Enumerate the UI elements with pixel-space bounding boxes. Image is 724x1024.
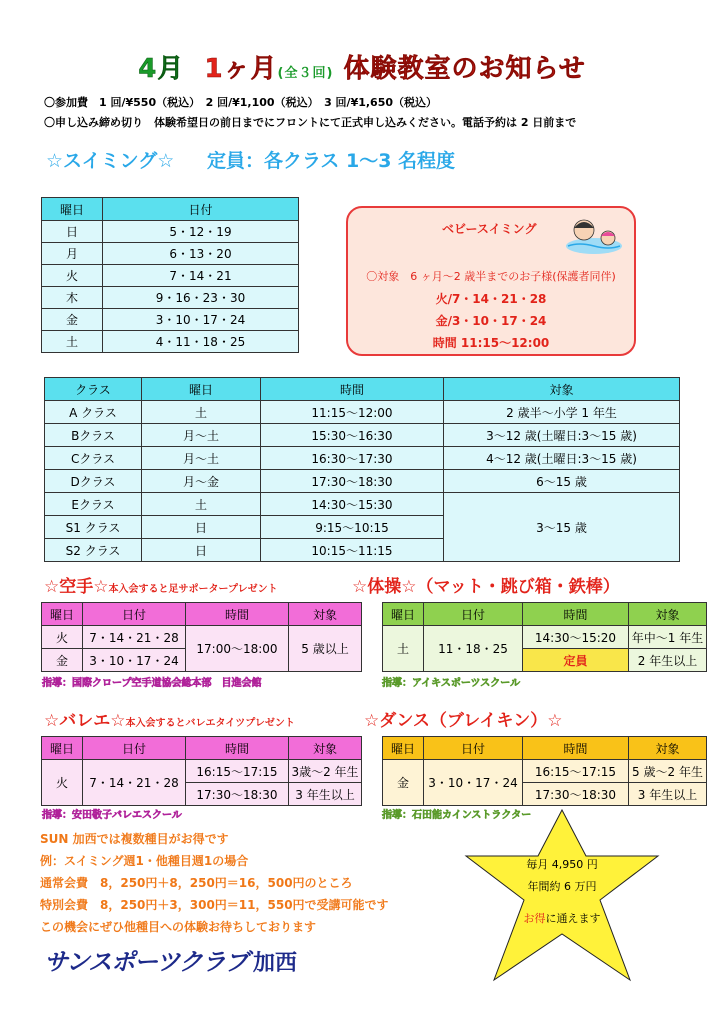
- table-row: [45, 470, 680, 493]
- table-cell: 11・18・25: [424, 626, 523, 672]
- table-cell: Bクラス: [45, 424, 142, 447]
- baby-friday: 金/3・10・17・24: [435, 314, 547, 328]
- table-cell: 日: [142, 516, 261, 539]
- ballet-heading: [44, 706, 295, 731]
- page-title: [0, 48, 724, 85]
- table-cell: 土: [383, 626, 424, 672]
- table-cell: 16:15～17:15: [523, 760, 629, 783]
- table-cell: 3歳～2 年生: [289, 760, 362, 783]
- karate-note: 本入会すると足サポータープレゼント: [108, 584, 278, 595]
- table-row: [42, 626, 362, 649]
- table-header: 曜日: [42, 603, 83, 626]
- table-row: [45, 401, 680, 424]
- table-row: [42, 287, 299, 309]
- table-cell: 木: [42, 287, 103, 309]
- deadline-info: 〇申し込み締め切り 体験希望日の前日までにフロントにて正式申し込みください。電話予約は 2 日前まで: [44, 116, 577, 129]
- table-cell: 16:30～17:30: [261, 447, 444, 470]
- table-row: [42, 243, 299, 265]
- table-row: [383, 760, 707, 783]
- table-cell: Eクラス: [45, 493, 142, 516]
- table-cell: 3～15 歳: [444, 493, 680, 562]
- gym-table: [382, 602, 707, 672]
- table-cell: 14:30～15:20: [523, 626, 629, 649]
- table-cell: 2 歳半～小学 1 年生: [444, 401, 680, 424]
- swim-class-table: [44, 377, 680, 562]
- gym-instructor: 指導：アイキスポーツスクール: [382, 678, 521, 689]
- table-cell: 14:30～15:30: [261, 493, 444, 516]
- table-cell: 火: [42, 265, 103, 287]
- table-header: クラス: [45, 378, 142, 401]
- table-cell: 日: [142, 539, 261, 562]
- promo-line: 特別会費 8，250円＋3，300円＝11，550円で受講可能です: [40, 898, 389, 912]
- table-cell: 金: [42, 649, 83, 672]
- table-cell: 10:15～11:15: [261, 539, 444, 562]
- table-cell: 4・11・18・25: [103, 331, 299, 353]
- ballet-table: [41, 736, 362, 806]
- table-cell: 7・14・21: [103, 265, 299, 287]
- table-row: [45, 493, 680, 516]
- table-cell: 15:30～16:30: [261, 424, 444, 447]
- star-line: 毎月 4,950 円: [526, 858, 598, 871]
- table-header: 日付: [83, 737, 186, 760]
- ballet-title: ☆バレエ☆: [44, 711, 126, 731]
- baby-time: 時間 11:15～12:00: [432, 336, 550, 350]
- table-header: 日付: [424, 603, 523, 626]
- table-cell: S1 クラス: [45, 516, 142, 539]
- table-cell: 金: [383, 760, 424, 806]
- karate-title: ☆空手☆: [44, 577, 109, 597]
- table-header: 対象: [289, 603, 362, 626]
- table-cell: 7・14・21・28: [83, 760, 186, 806]
- table-cell: 金: [42, 309, 103, 331]
- dance-instructor: 指導：石田能カインストラクター: [382, 810, 532, 821]
- baby-target: 〇対象 6 ヶ月～2 歳半までのお子様(保護者同伴): [366, 270, 616, 283]
- karate-instructor: 指導：国際クロープ空手道協会総本部 目進会館: [42, 678, 262, 689]
- dance-title: ☆ダンス（ブレイキン）☆: [364, 711, 563, 731]
- swimming-capacity: 定員：各クラス 1～3 名程度: [206, 150, 456, 172]
- table-cell: 3 年生以上: [289, 783, 362, 806]
- title-month: 4月: [138, 54, 185, 84]
- table-cell: 月: [42, 243, 103, 265]
- star-line: に通えます: [545, 912, 601, 925]
- star-highlight: お得: [523, 912, 546, 925]
- table-header: 対象: [289, 737, 362, 760]
- table-header: 曜日: [42, 737, 83, 760]
- table-cell: 16:15～17:15: [186, 760, 289, 783]
- ballet-note: 本入会するとバレエタイツプレゼント: [125, 718, 295, 729]
- club-logo: [44, 942, 297, 977]
- table-cell: 3・10・17・24: [83, 649, 186, 672]
- table-cell: 5 歳以上: [289, 626, 362, 672]
- table-header: 曜日: [142, 378, 261, 401]
- table-cell: 9・16・23・30: [103, 287, 299, 309]
- ballet-instructor: 指導：安田敬子バレエスクール: [42, 810, 182, 821]
- table-row: [45, 424, 680, 447]
- logo-brand: サンスポーツクラブ: [44, 948, 248, 976]
- title-duration: 1ヶ月: [204, 54, 278, 84]
- table-header: 日付: [424, 737, 523, 760]
- table-header: 対象: [629, 737, 707, 760]
- table-cell: 日: [42, 221, 103, 243]
- table-row: [42, 331, 299, 353]
- baby-tuesday: 火/7・14・21・28: [435, 292, 547, 306]
- table-header: 日付: [83, 603, 186, 626]
- table-cell: Cクラス: [45, 447, 142, 470]
- promo-line: SUN 加西では複数種目がお得です: [40, 832, 229, 846]
- gym-title: ☆体操☆（マット・跳び箱・鉄棒）: [352, 577, 620, 597]
- baby-swimming-box: [346, 206, 636, 356]
- table-cell: 4～12 歳(土曜日:3～15 歳): [444, 447, 680, 470]
- baby-swimming-title: ベビースイミング: [442, 222, 537, 236]
- star-text: [462, 856, 662, 926]
- swimming-title: ☆スイミング☆: [46, 150, 175, 172]
- table-cell: A クラス: [45, 401, 142, 424]
- table-cell: 9:15～10:15: [261, 516, 444, 539]
- table-cell: 土: [42, 331, 103, 353]
- table-cell: Dクラス: [45, 470, 142, 493]
- table-cell: 月～土: [142, 447, 261, 470]
- table-cell: 17:00～18:00: [186, 626, 289, 672]
- table-cell: 土: [142, 493, 261, 516]
- table-cell: 3・10・17・24: [424, 760, 523, 806]
- table-cell: S2 クラス: [45, 539, 142, 562]
- table-header: 対象: [629, 603, 707, 626]
- swim-schedule-table: [41, 197, 299, 353]
- table-header: 時間: [186, 603, 289, 626]
- table-cell: 3 年生以上: [629, 783, 707, 806]
- table-cell: 月～金: [142, 470, 261, 493]
- star-line: 年間約 6 万円: [527, 880, 597, 893]
- table-row: [42, 221, 299, 243]
- table-cell: 2 年生以上: [629, 649, 707, 672]
- table-header: 時間: [261, 378, 444, 401]
- table-cell: 年中～1 年生: [629, 626, 707, 649]
- promo-line: 例：スイミング週1・他種目週1の場合: [40, 854, 249, 868]
- table-cell: 月～土: [142, 424, 261, 447]
- table-cell: 5・12・19: [103, 221, 299, 243]
- table-cell: 6～15 歳: [444, 470, 680, 493]
- logo-branch: 加西: [252, 951, 297, 976]
- promo-line: この機会にぜひ他種目への体験お待ちしております: [40, 920, 317, 934]
- table-cell: 17:30～18:30: [261, 470, 444, 493]
- table-header: 対象: [444, 378, 680, 401]
- table-cell: 火: [42, 760, 83, 806]
- title-count: (全３回): [277, 66, 334, 81]
- table-header: 時間: [186, 737, 289, 760]
- table-cell: 火: [42, 626, 83, 649]
- promo-line: 通常会費 8，250円＋8，250円＝16，500円のところ: [40, 876, 353, 890]
- swimming-heading: [46, 146, 455, 173]
- capacity-badge: 定員: [523, 649, 629, 672]
- table-cell: 3・10・17・24: [103, 309, 299, 331]
- karate-table: [41, 602, 362, 672]
- table-row: [42, 265, 299, 287]
- table-header: 日付: [103, 198, 299, 221]
- table-row: [383, 626, 707, 649]
- table-row: [42, 760, 362, 783]
- table-header: 時間: [523, 603, 629, 626]
- baby-swimmer-icon: [564, 212, 624, 256]
- table-cell: 7・14・21・28: [83, 626, 186, 649]
- fee-info: 〇参加費 1 回/¥550（税込） 2 回/¥1,100（税込） 3 回/¥1,650（税込）: [44, 96, 438, 109]
- table-cell: 17:30～18:30: [186, 783, 289, 806]
- table-cell: 5 歳～2 年生: [629, 760, 707, 783]
- table-header: 曜日: [383, 737, 424, 760]
- table-cell: 6・13・20: [103, 243, 299, 265]
- karate-heading: [44, 572, 278, 597]
- table-cell: 11:15～12:00: [261, 401, 444, 424]
- table-header: 曜日: [383, 603, 424, 626]
- table-cell: 17:30～18:30: [523, 783, 629, 806]
- table-row: [45, 447, 680, 470]
- table-cell: 土: [142, 401, 261, 424]
- table-header: 時間: [523, 737, 629, 760]
- title-text: 体験教室のお知らせ: [343, 54, 586, 84]
- table-cell: 3～12 歳(土曜日:3～15 歳): [444, 424, 680, 447]
- dance-table: [382, 736, 707, 806]
- table-row: [42, 309, 299, 331]
- table-header: 曜日: [42, 198, 103, 221]
